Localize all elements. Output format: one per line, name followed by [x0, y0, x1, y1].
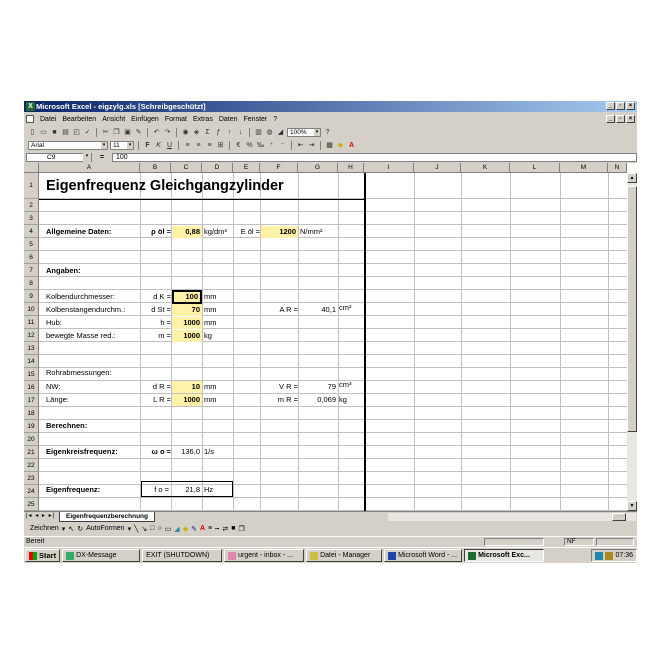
- dash-style-icon[interactable]: ┅: [215, 525, 220, 533]
- row-header[interactable]: 7: [24, 264, 39, 277]
- arrow-style-icon[interactable]: ⇄: [222, 525, 229, 533]
- row-header[interactable]: 10: [24, 303, 39, 316]
- column-header-b[interactable]: B: [140, 163, 171, 173]
- dr-unit: mm: [204, 382, 217, 391]
- name-box[interactable]: C9 ▾: [26, 153, 92, 162]
- decrease-decimal-icon[interactable]: ⁻: [280, 142, 285, 149]
- select-objects-icon[interactable]: ↖: [68, 525, 75, 533]
- ar-symbol: A R =: [279, 305, 298, 314]
- row-header[interactable]: 3: [24, 212, 39, 225]
- file-manager-icon: [310, 552, 318, 560]
- font-select[interactable]: Arial ▾: [28, 141, 108, 150]
- shadow-icon[interactable]: ■: [231, 525, 236, 532]
- column-header-m[interactable]: M: [560, 163, 608, 173]
- menu-help[interactable]: ?: [273, 115, 278, 123]
- row-header[interactable]: 19: [24, 420, 39, 433]
- mr-symbol: m R =: [277, 395, 298, 404]
- frequency-value: 21,8: [185, 485, 200, 494]
- column-header-k[interactable]: K: [461, 163, 510, 173]
- system-tray: [591, 549, 637, 562]
- excel-task-icon: [468, 552, 476, 560]
- rectangle-icon[interactable]: □: [150, 525, 155, 532]
- rho-symbol: ρ öl =: [151, 227, 171, 236]
- menu-format[interactable]: Format: [164, 115, 187, 123]
- task-word[interactable]: Microsoft Word - ...: [384, 549, 462, 562]
- undo-icon[interactable]: ↶: [153, 129, 160, 136]
- stroke-label: Hub:: [46, 318, 62, 327]
- save-icon[interactable]: ■: [52, 128, 57, 136]
- font-color-icon[interactable]: A: [348, 141, 355, 149]
- status-bar: [24, 536, 637, 546]
- autosum-icon[interactable]: Σ: [205, 128, 210, 136]
- horizontal-scroll-thumb[interactable]: [612, 513, 626, 521]
- network-icon[interactable]: [595, 552, 603, 560]
- borders-icon[interactable]: ▦: [326, 142, 333, 149]
- vr-value: 79: [327, 382, 336, 391]
- fill-icon[interactable]: ◆: [182, 525, 189, 533]
- menu-einfuegen[interactable]: Einfügen: [131, 115, 159, 123]
- task-file-manager[interactable]: Datei - Manager: [306, 549, 382, 562]
- web-icon[interactable]: ◈: [193, 129, 200, 136]
- minimize-button[interactable]: _: [606, 102, 615, 110]
- oval-icon[interactable]: ○: [157, 525, 162, 532]
- spellcheck-icon[interactable]: ✓: [84, 129, 91, 136]
- stroke-unit: mm: [204, 318, 217, 327]
- drawing-toolbar: [24, 522, 637, 535]
- increase-decimal-icon[interactable]: ⁺: [269, 142, 274, 149]
- draw-menu[interactable]: Zeichnen: [30, 525, 59, 532]
- zoom-select[interactable]: 100% ▾: [287, 128, 321, 137]
- formula-equals[interactable]: =: [99, 154, 105, 161]
- row-header[interactable]: 20: [24, 433, 39, 446]
- scroll-down-icon[interactable]: ▼: [627, 501, 637, 511]
- volume-icon[interactable]: [605, 552, 613, 560]
- drawing-icon[interactable]: ◢: [277, 129, 284, 136]
- window-title: Microsoft Excel - eigzylg.xls [Schreibgeschützt]: [36, 102, 206, 111]
- column-header-g[interactable]: G: [298, 163, 338, 173]
- merge-center-icon[interactable]: ⊞: [217, 142, 224, 149]
- line-color-icon[interactable]: ✎: [191, 525, 197, 533]
- cut-icon[interactable]: ✂: [102, 129, 109, 136]
- close-button[interactable]: ×: [626, 102, 635, 110]
- sheet-nav-icon[interactable]: |◂ ◂ ▸ ▸|: [26, 513, 56, 519]
- row-header[interactable]: 22: [24, 459, 39, 472]
- sheet-tab-bar: [24, 511, 637, 521]
- nw-label: NW:: [46, 382, 61, 391]
- row-header[interactable]: 6: [24, 251, 39, 264]
- function-icon[interactable]: ƒ: [216, 128, 221, 136]
- excel-window: [24, 101, 637, 563]
- fill-color-icon[interactable]: ◆: [337, 142, 344, 149]
- row-header[interactable]: 23: [24, 472, 39, 485]
- row-header[interactable]: 11: [24, 316, 39, 329]
- copy-icon[interactable]: ❐: [113, 129, 120, 136]
- row-header[interactable]: 13: [24, 342, 39, 355]
- excel-icon: X: [26, 102, 35, 111]
- column-header-l[interactable]: L: [510, 163, 560, 173]
- menu-fenster[interactable]: Fenster: [243, 115, 268, 123]
- align-right-icon[interactable]: ≡: [207, 141, 212, 149]
- rod-diameter-label: Kolbenstangendurchm.:: [46, 305, 126, 314]
- word-icon: [388, 552, 396, 560]
- column-header-n[interactable]: N: [608, 163, 627, 173]
- map-icon[interactable]: ◍: [266, 129, 273, 136]
- align-center-icon[interactable]: ≡: [196, 141, 201, 149]
- menu-extras[interactable]: Extras: [192, 115, 213, 123]
- stroke-symbol: h =: [160, 318, 171, 327]
- row-header[interactable]: 24: [24, 485, 39, 498]
- restore-button[interactable]: ▫: [616, 102, 625, 110]
- chart-icon[interactable]: ▥: [255, 129, 262, 136]
- column-header-a[interactable]: A: [39, 163, 140, 173]
- rho-input[interactable]: 0,88: [172, 226, 202, 238]
- e-input[interactable]: 1200: [261, 226, 298, 238]
- row-header[interactable]: 17: [24, 394, 39, 407]
- text-color-icon[interactable]: A: [199, 525, 206, 532]
- dk-input-selected[interactable]: 100: [172, 290, 202, 304]
- column-header-e[interactable]: E: [233, 163, 260, 173]
- status-text: Bereit: [26, 538, 45, 545]
- frequency-unit: Hz: [204, 485, 214, 494]
- ar-unit: cm²: [339, 303, 352, 312]
- ar-value: 40,1: [321, 305, 336, 314]
- e-symbol: E öl =: [240, 227, 260, 236]
- e-unit: N/mm²: [300, 227, 323, 236]
- row-header[interactable]: 1: [24, 173, 39, 199]
- omega-symbol: ω o =: [151, 447, 171, 456]
- thousands-icon[interactable]: ‰: [257, 141, 264, 149]
- dst-symbol: d St =: [151, 305, 171, 314]
- standard-toolbar: [24, 126, 637, 138]
- row-header[interactable]: 25: [24, 498, 39, 511]
- row-header[interactable]: 5: [24, 238, 39, 251]
- 3d-icon[interactable]: ❒: [238, 525, 245, 533]
- mass-unit: kg: [204, 331, 212, 340]
- row-header[interactable]: 16: [24, 381, 39, 394]
- column-header-c[interactable]: C: [171, 163, 202, 173]
- align-left-icon[interactable]: ≡: [185, 141, 190, 149]
- mr-unit: kg: [339, 395, 347, 404]
- dst-input[interactable]: 70: [172, 304, 202, 316]
- rotate-icon[interactable]: ↻: [77, 525, 84, 533]
- menu-bar: [24, 113, 637, 125]
- italic-icon[interactable]: K: [156, 141, 161, 149]
- line-icon[interactable]: ╲: [134, 525, 139, 533]
- menu-bearbeiten[interactable]: Bearbeiten: [62, 115, 97, 123]
- vr-symbol: V R =: [279, 382, 298, 391]
- clock[interactable]: 07:36: [615, 552, 633, 559]
- start-button[interactable]: Start: [25, 549, 60, 562]
- column-header-d[interactable]: D: [202, 163, 233, 173]
- row-header[interactable]: 4: [24, 225, 39, 238]
- document-icon[interactable]: [26, 115, 34, 123]
- mass-symbol: m =: [158, 331, 171, 340]
- length-label: Länge:: [46, 395, 69, 404]
- menu-daten[interactable]: Daten: [218, 115, 238, 123]
- help-icon[interactable]: ?: [325, 128, 330, 136]
- omega-value: 136,0: [181, 447, 200, 456]
- row-header[interactable]: 15: [24, 368, 39, 381]
- textbox-icon[interactable]: ▭: [164, 525, 172, 533]
- line-style-icon[interactable]: ≡: [208, 525, 213, 532]
- draw-dropdown-icon[interactable]: ▾: [61, 525, 66, 533]
- percent-icon[interactable]: %: [246, 141, 253, 149]
- lr-input[interactable]: 1000: [172, 394, 202, 406]
- currency-icon[interactable]: €: [236, 141, 241, 149]
- dk-unit: mm: [204, 292, 217, 301]
- bold-icon[interactable]: F: [145, 141, 150, 149]
- indent-icon[interactable]: ⇥: [308, 142, 315, 149]
- sheet-title: Eigenfrequenz Gleichgangzylinder: [46, 178, 284, 194]
- mass-label: bewegte Masse red.:: [46, 331, 116, 340]
- omega-label: Eigenkreisfrequenz:: [46, 447, 118, 456]
- column-header-i[interactable]: I: [364, 163, 414, 173]
- hyperlink-icon[interactable]: ◉: [182, 129, 189, 136]
- mass-input[interactable]: 1000: [172, 330, 202, 342]
- select-all-corner[interactable]: [24, 163, 39, 173]
- dk-symbol: d K =: [153, 292, 171, 301]
- column-header-h[interactable]: H: [338, 163, 364, 173]
- print-icon[interactable]: ▤: [62, 129, 69, 136]
- dr-symbol: d R =: [152, 382, 171, 391]
- horizontal-scrollbar[interactable]: [388, 513, 636, 521]
- task-exit-shutdown[interactable]: EXIT (SHUTDOWN): [142, 549, 222, 562]
- rho-unit: kg/dm³: [204, 227, 227, 236]
- doc-restore-button[interactable]: ▫: [616, 115, 625, 123]
- vertical-scroll-thumb[interactable]: [627, 186, 637, 432]
- task-dx-message[interactable]: DX-Message: [62, 549, 140, 562]
- inputs-label: Angaben:: [46, 266, 81, 275]
- formula-input[interactable]: 100: [112, 153, 637, 162]
- title-bar: [24, 101, 637, 112]
- sort-desc-icon[interactable]: ↓: [238, 128, 243, 136]
- outdent-icon[interactable]: ⇤: [297, 142, 304, 149]
- nf-indicator: NF: [564, 538, 594, 546]
- arrow-icon[interactable]: ↘: [141, 525, 148, 533]
- piston-diameter-label: Kolbendurchmesser:: [46, 292, 115, 301]
- autoshapes-menu[interactable]: AutoFormen: [86, 525, 125, 532]
- row-header[interactable]: 12: [24, 329, 39, 342]
- column-header-f[interactable]: F: [260, 163, 298, 173]
- sort-asc-icon[interactable]: ↑: [227, 128, 232, 136]
- dst-unit: mm: [204, 305, 217, 314]
- row-header[interactable]: 8: [24, 277, 39, 290]
- row-header[interactable]: 14: [24, 355, 39, 368]
- underline-icon[interactable]: U: [166, 141, 173, 149]
- vertical-scrollbar[interactable]: [627, 173, 637, 511]
- spreadsheet-grid[interactable]: [24, 163, 637, 511]
- vr-unit: cm³: [339, 380, 352, 389]
- preview-icon[interactable]: ◰: [73, 129, 80, 136]
- autoshapes-dropdown-icon[interactable]: ▾: [127, 525, 132, 533]
- omega-unit: 1/s: [204, 447, 215, 456]
- new-icon[interactable]: ▯: [30, 129, 35, 136]
- menu-datei[interactable]: Datei: [40, 115, 57, 123]
- row-header[interactable]: 21: [24, 446, 39, 459]
- format-toolbar: [24, 139, 637, 151]
- formula-bar: [24, 152, 637, 163]
- taskbar: [24, 547, 637, 563]
- menu-ansicht[interactable]: Ansicht: [102, 115, 126, 123]
- redo-icon[interactable]: ↷: [164, 129, 171, 136]
- row-header[interactable]: 18: [24, 407, 39, 420]
- pipe-dimensions-label: Rohrabmessungen:: [46, 368, 112, 377]
- inbox-icon: [228, 552, 236, 560]
- stroke-input[interactable]: 1000: [172, 317, 202, 329]
- dr-input[interactable]: 10: [172, 381, 202, 393]
- column-header-j[interactable]: J: [414, 163, 461, 173]
- lr-unit: mm: [204, 395, 217, 404]
- frequency-symbol: f o =: [154, 485, 169, 494]
- calculate-label: Berechnen:: [46, 421, 88, 430]
- font-size-select[interactable]: 11 ▾: [110, 141, 134, 150]
- lr-symbol: L R =: [153, 395, 171, 404]
- mr-value: 0,069: [317, 395, 336, 404]
- doc-close-button[interactable]: ×: [626, 115, 635, 123]
- task-inbox[interactable]: urgent - inbox - ...: [224, 549, 304, 562]
- row-header[interactable]: 9: [24, 290, 39, 303]
- sheet-tab[interactable]: Eigenfrequenzberechnung: [59, 512, 155, 522]
- paste-icon[interactable]: ▣: [124, 129, 131, 136]
- row-header[interactable]: 2: [24, 199, 39, 212]
- format-painter-icon[interactable]: ✎: [135, 129, 142, 136]
- doc-minimize-button[interactable]: _: [606, 115, 615, 123]
- open-icon[interactable]: ▭: [40, 129, 47, 136]
- task-excel[interactable]: Microsoft Exc...: [464, 549, 544, 562]
- dx-message-icon: [66, 552, 74, 560]
- frequency-label: Eigenfrequenz:: [46, 485, 101, 494]
- general-data-label: Allgemeine Daten:: [46, 227, 112, 236]
- wordart-icon[interactable]: ◢: [174, 525, 180, 533]
- scroll-up-icon[interactable]: ▲: [627, 173, 637, 183]
- windows-logo-icon: [29, 552, 37, 560]
